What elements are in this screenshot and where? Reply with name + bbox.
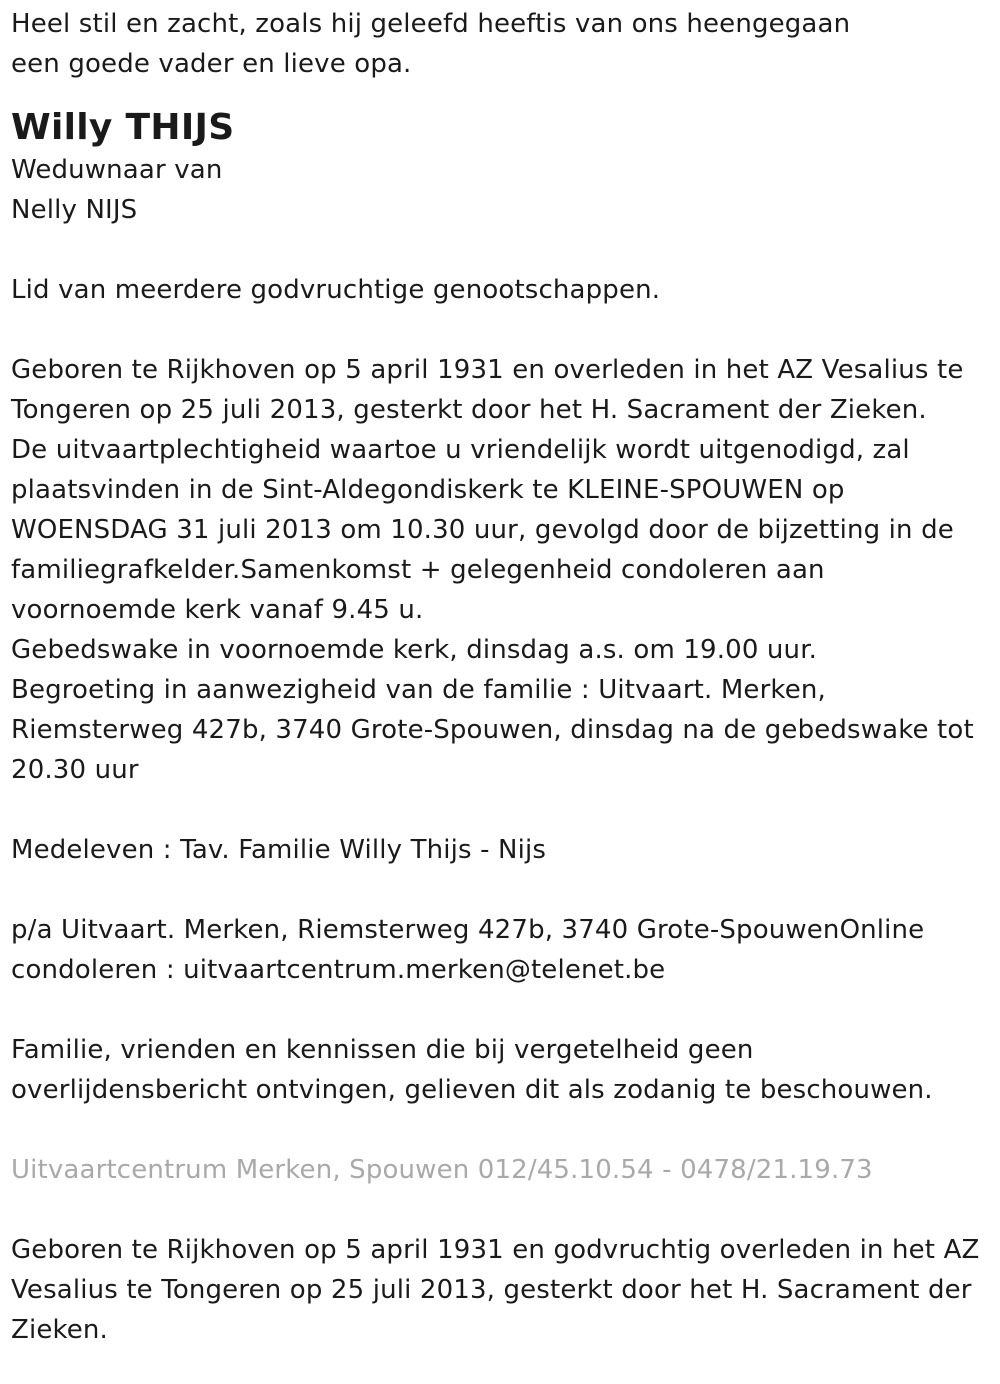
notice-text	[11, 1030, 996, 1110]
details-line: familiegrafkelder.Samenkomst + gelegenheid condoleren aan	[11, 555, 825, 585]
condolence-line: Medeleven : Tav. Familie Willy Thijs - Nijs	[11, 835, 547, 865]
membership-line: Lid van meerdere godvruchtige genootschappen.	[11, 275, 661, 305]
details-line: Geboren te Rijkhoven op 5 april 1931 en overleden in het AZ Vesalius te	[11, 355, 964, 385]
notice-line: overlijdensbericht ontvingen, gelieven dit als zodanig te beschouwen.	[11, 1075, 933, 1105]
details-line: 20.30 uur	[11, 755, 139, 785]
intro-line: Heel stil en zacht, zoals hij geleefd heeftis van ons heengegaan	[11, 9, 851, 39]
address-text	[11, 910, 996, 990]
details-line: plaatsvinden in de Sint-Aldegondiskerk te KLEINE-SPOUWEN op	[11, 475, 845, 505]
repeat-line: Zieken.	[11, 1315, 108, 1345]
address-line: condoleren : uitvaartcentrum.merken@telenet.be	[11, 955, 666, 985]
spacer	[11, 1110, 996, 1150]
address-line: p/a Uitvaart. Merken, Riemsterweg 427b, 3740 Grote-SpouwenOnline	[11, 915, 925, 945]
details-line: Begroeting in aanwezigheid van de familie : Uitvaart. Merken,	[11, 675, 826, 705]
deceased-name: Willy THIJS	[11, 107, 235, 148]
funeral-home-line: Uitvaartcentrum Merken, Spouwen 012/45.10.54 - 0478/21.19.73	[11, 1155, 873, 1185]
widower-label: Weduwnaar van	[11, 155, 223, 185]
repeat-line: Geboren te Rijkhoven op 5 april 1931 en godvruchtig overleden in het AZ	[11, 1235, 980, 1265]
repeat-line: Vesalius te Tongeren op 25 juli 2013, gesterkt door het H. Sacrament der	[11, 1275, 972, 1305]
repeat-text	[11, 1230, 996, 1350]
notice-line: Familie, vrienden en kennissen die bij vergetelheid geen	[11, 1035, 754, 1065]
spouse-info	[11, 150, 996, 230]
intro-text	[11, 4, 996, 84]
spacer	[11, 230, 996, 270]
condolence-text	[11, 830, 996, 870]
spacer	[11, 990, 996, 1030]
details-line: De uitvaartplechtigheid waartoe u vriendelijk wordt uitgenodigd, zal	[11, 435, 910, 465]
funeral-details	[11, 350, 996, 790]
details-line: Gebedswake in voornoemde kerk, dinsdag a.s. om 19.00 uur.	[11, 635, 818, 665]
spacer	[11, 870, 996, 910]
spacer	[11, 1190, 996, 1230]
spacer	[11, 310, 996, 350]
details-line: Riemsterweg 427b, 3740 Grote-Spouwen, dinsdag na de gebedswake tot	[11, 715, 974, 745]
details-line: voornoemde kerk vanaf 9.45 u.	[11, 595, 424, 625]
details-line: Tongeren op 25 juli 2013, gesterkt door het H. Sacrament der Zieken.	[11, 395, 927, 425]
spouse-name: Nelly NIJS	[11, 195, 138, 225]
obituary-document	[11, 4, 996, 1350]
intro-line: een goede vader en lieve opa.	[11, 49, 412, 79]
funeral-home-credit	[11, 1150, 996, 1190]
details-line: WOENSDAG 31 juli 2013 om 10.30 uur, gevolgd door de bijzetting in de	[11, 515, 954, 545]
spacer	[11, 790, 996, 830]
membership-text	[11, 270, 996, 310]
